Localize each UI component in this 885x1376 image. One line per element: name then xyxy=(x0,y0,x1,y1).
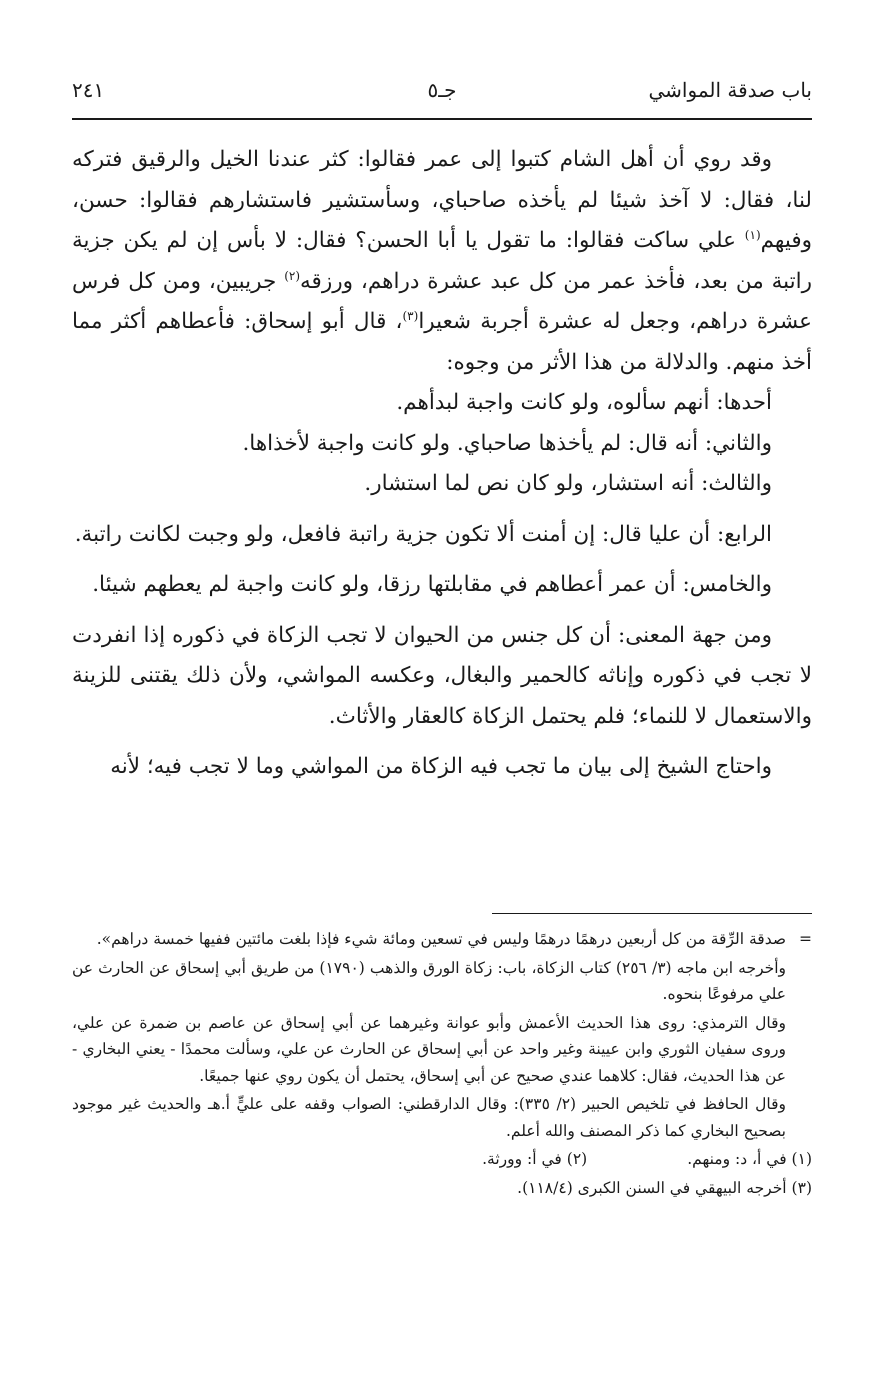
footnote-1: (١) في أ، د: ومنهم. xyxy=(687,1150,812,1168)
footnote-divider xyxy=(492,913,812,914)
main-text xyxy=(72,140,812,788)
footnote-paragraph: وقال الحافظ في تلخيص الحبير (٢/ ٣٣٥): وقال الدارقطني: الصواب وقفه على عليٍّ أ.هـ والحديث غير موجود بصحيح البخاري كما ذكر المصنف والله أعلم. xyxy=(72,1095,786,1140)
footnote-paragraph: وأخرجه ابن ماجه (٣/ ٢٥٦) كتاب الزكاة، باب: زكاة الورق والذهب (١٧٩٠) من طريق أبي إسحاق عن الحارث عن علي مرفوعًا بنحوه. xyxy=(72,958,786,1003)
point-third: والثالث: أنه استشار، ولو كان نص لما استشار. xyxy=(364,471,772,496)
book-page xyxy=(72,0,812,1376)
footnote-ref-3[interactable]: (٣) xyxy=(402,308,419,323)
header-divider xyxy=(72,118,812,120)
paragraph-meaning: ومن جهة المعنى: أن كل جنس من الحيوان لا تجب الزكاة في ذكوره إذا انفردت لا تجب في ذكوره وإناثه كالحمير والبغال، وعكسه المواشي، ولأن ذلك يقتنى للزينة والاستعمال لا للنماء؛ فلم يحتمل الزكاة كالعقار والأثاث. xyxy=(72,622,812,729)
footnote-2: (٢) في أ: وورثة. xyxy=(482,1150,588,1168)
point-fourth: الرابع: أن عليا قال: إن أمنت ألا تكون جزية راتبة فافعل، ولو وجبت لكانت راتبة. xyxy=(74,521,772,547)
footnote-continuation: = صدقة الرِّقة من كل أربعين درهمًا درهمًا وليس في تسعين ومائة شيء فإذا بلغت مائتين ففيها خمسة دراهم». xyxy=(72,926,812,953)
page-number: ٢٤١ xyxy=(72,78,105,102)
point-first: أحدها: أنهم سألوه، ولو كانت واجبة لبدأهم. xyxy=(396,390,772,415)
point-fifth: والخامس: أن عمر أعطاهم في مقابلتها رزقا، ولو كانت واجبة لم يعطهم شيئا. xyxy=(92,572,772,597)
footnote-ref-2[interactable]: (٢) xyxy=(284,268,301,283)
footnote-3: (٣) أخرجه البيهقي في السنن الكبرى (١١٨/٤). xyxy=(517,1178,812,1197)
paragraph-narration: وقد روي أن أهل الشام كتبوا إلى عمر فقالوا: كثر عندنا الخيل والرقيق فتركه لنا، فقال: لا آخذ شيئا لم يأخذه صاحباي، وسأستشير فاستشارهم فقالوا: حسن، وفيهم$^{(١)}$ علي ساكت فقالوا: ما تقول يا أبا الحسن؟ فقال: لا بأس إن لم يكن جزية راتبة من بعد، فأخذ عمر من كل عبد عشرة دراهم، ورزقه$^{(٢)}$ جريبين، ومن كل فرس عشرة دراهم، وجعل له عشرة أجربة شعيرا$^{(٣)}$، قال أبو إسحاق: فأعطاهم أكثر مما أخذ منهم. والدلالة من هذا الأثر من وجوه: xyxy=(72,147,812,375)
volume-label: جـ٥ xyxy=(427,78,457,102)
point-second: والثاني: أنه قال: لم يأخذها صاحباي. ولو كانت واجبة لأخذاها. xyxy=(242,430,772,456)
running-header xyxy=(72,78,812,112)
continuation-mark: = xyxy=(799,930,812,948)
footnote-paragraph: وقال الترمذي: روى هذا الحديث الأعمش وأبو عوانة وغيرهما عن أبي إسحاق عن عاصم بن ضمرة عن علي، وروى سفيان الثوري وابن عيينة وغير واحد عن أبي إسحاق عن الحارث عن علي، وسألت محمدًا - يعني البخاري - عن هذا الحديث، فقال: كلاهما عندي صحيح عن أبي إسحاق، يحتمل أن يكون روي عنها جميعًا. xyxy=(72,1013,786,1085)
paragraph-last: واحتاج الشيخ إلى بيان ما تجب فيه الزكاة من المواشي وما لا تجب فيه؛ لأنه xyxy=(110,754,772,779)
footnotes xyxy=(72,926,812,1201)
footnote-row xyxy=(72,1146,812,1173)
footnote-ref-1[interactable]: (١) xyxy=(744,227,761,242)
chapter-title: باب صدقة المواشي xyxy=(648,78,812,102)
